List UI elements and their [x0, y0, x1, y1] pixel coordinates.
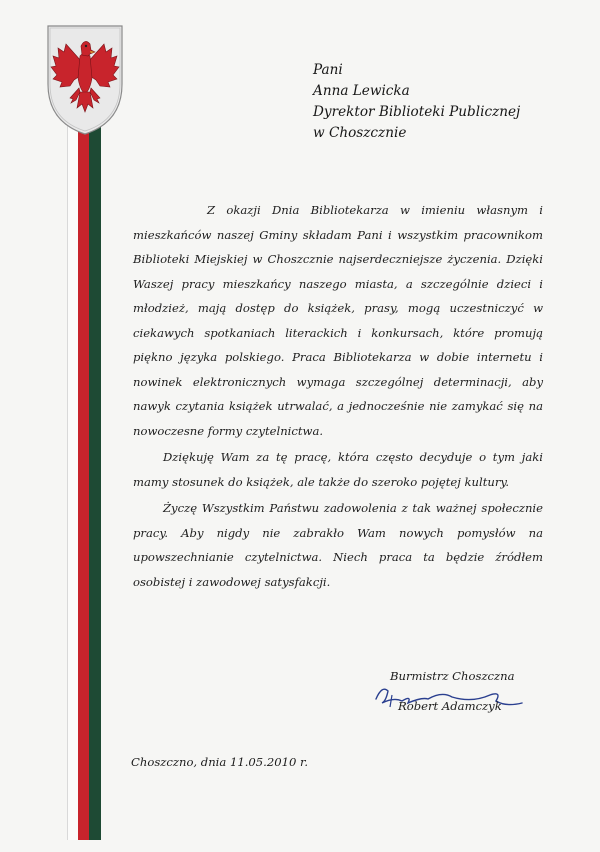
recipient-location: w Choszcznie — [313, 125, 407, 141]
stripe-green — [89, 125, 101, 840]
recipient-name: Anna Lewicka — [313, 83, 410, 99]
decorative-flag-stripes — [67, 125, 101, 840]
date-line: Choszczno, dnia 11.05.2010 r. — [131, 755, 309, 769]
letter-paragraph: Życzę Wszystkim Państwu zadowolenia z tak ważnej społecznie pracy. Aby nigdy nie zabrakło Wam nowych pomysłów na upowszechnianie czytelnictwa. Niech praca ta będzie źródłem osobistej i zawodowej satysfakcji. — [133, 501, 543, 589]
signature-block — [372, 669, 532, 729]
letter-paragraph: Dziękuję Wam za tę pracę, która często decyduje o tym jaki mamy stosunek do książek, ale także do szeroko pojętej kultury. — [133, 450, 543, 489]
stripe-white — [67, 125, 78, 840]
signature-name: Robert Adamczyk — [398, 699, 502, 713]
coat-of-arms-eagle-icon — [44, 22, 126, 137]
recipient-address — [313, 60, 520, 144]
signature-title: Burmistrz Choszczna — [390, 669, 515, 683]
letter-body — [133, 198, 543, 594]
stripe-red — [78, 125, 89, 840]
recipient-salutation: Pani — [313, 62, 343, 78]
recipient-position: Dyrektor Biblioteki Publicznej — [313, 104, 521, 120]
letter-paragraph: Z okazji Dnia Bibliotekarza w imieniu własnym i mieszkańców naszej Gminy składam Pani i wszystkim pracownikom Biblioteki Miejskiej w Choszcznie najserdeczniejsze życzenia. Dzięki Waszej pracy mieszkańcy naszego miasta, a szczególnie dzieci i młodzież, mają dostęp do książek, prasy, mogą uczestniczyć w ciekawych spotkaniach literackich i konkursach, które promują piękno języka polskiego. Praca Bibliotekarza w dobie internetu i nowinek elektronicznych wymaga szczególnej determinacji, aby nawyk czytania książek utrwalać, a jednocześnie nie zamykać się na nowoczesne formy czytelnictwa. — [133, 203, 543, 438]
